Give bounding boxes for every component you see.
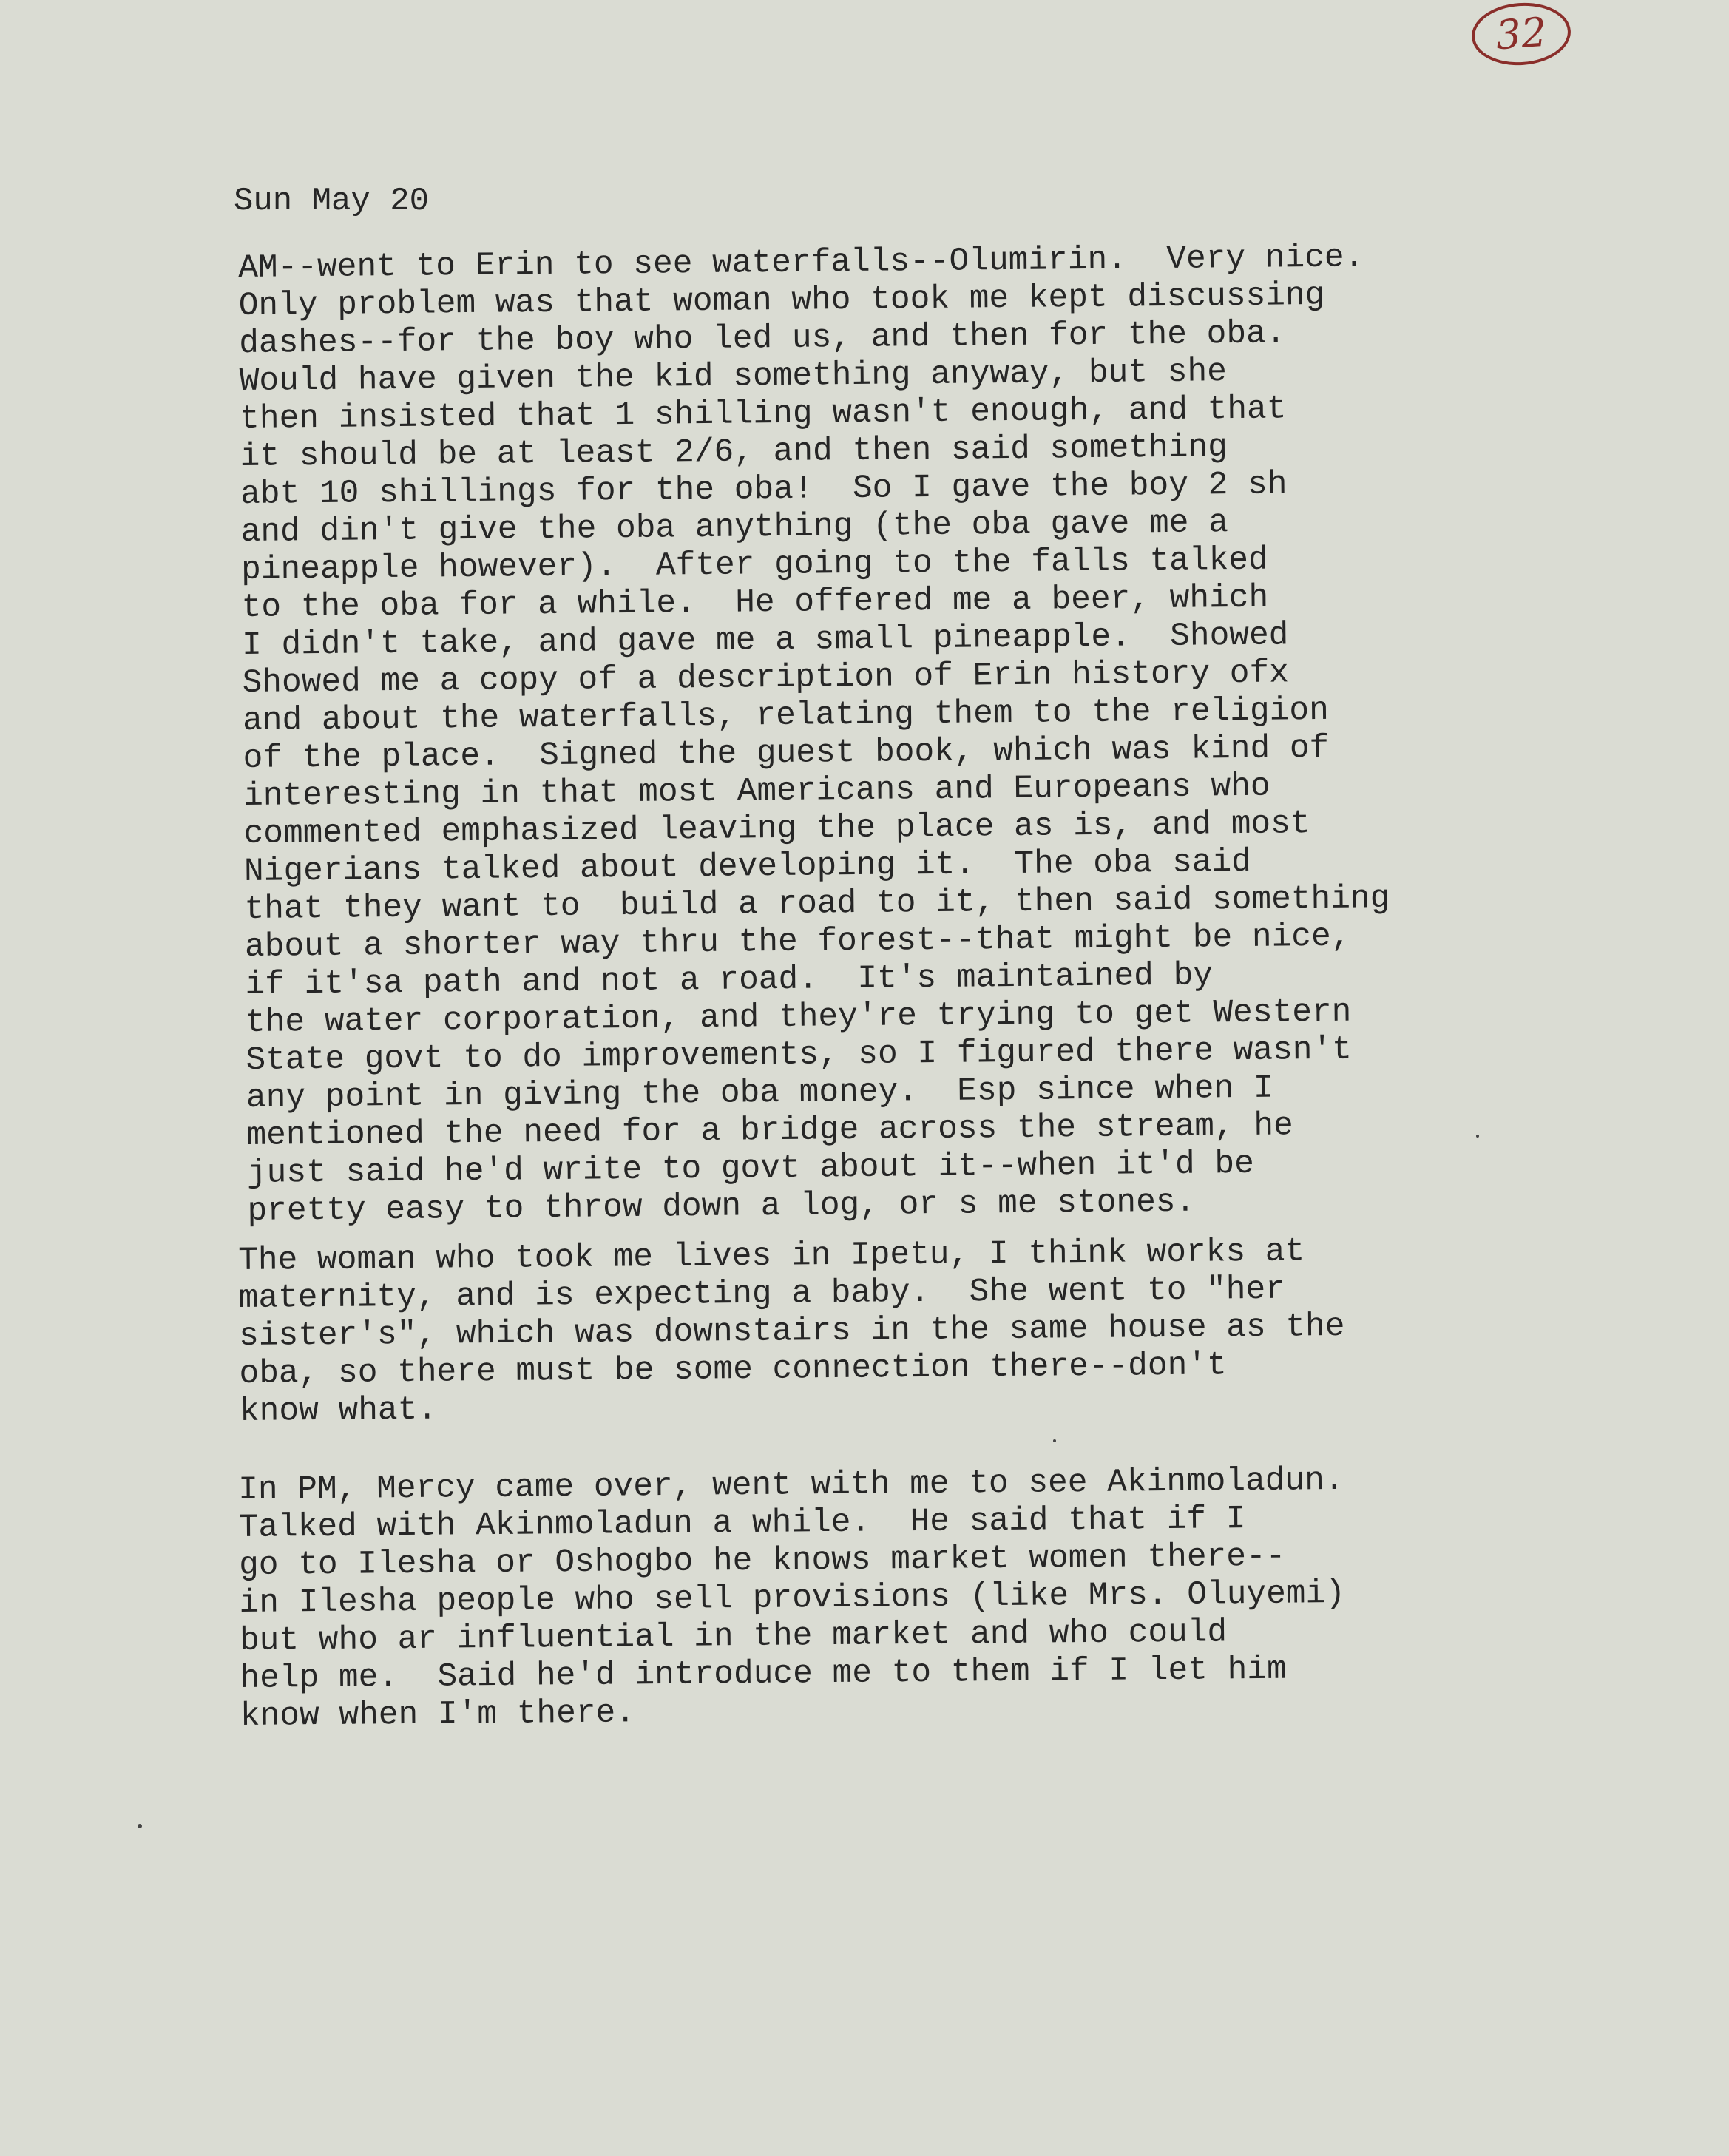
text-line: maternity, and is expecting a baby. She went to "her <box>238 1271 1286 1317</box>
paragraph-akinmoladun-visit <box>238 1462 1347 1736</box>
page-number: 32 <box>1494 8 1549 59</box>
entry-date: Sun May 20 <box>234 183 430 220</box>
text-line: Talked with Akinmoladun a while. He said that if I <box>238 1501 1246 1547</box>
text-line: Only problem was that woman who took me kept discussing <box>238 277 1325 325</box>
text-line: The woman who took me lives in Ipetu, I think works at <box>238 1233 1305 1280</box>
text-line: help me. Said he'd introduce me to them if I let him <box>240 1651 1287 1697</box>
text-line: I didn't take, and gave me a small pineapple. Showed <box>241 617 1289 664</box>
text-line: abt 10 shillings for the oba! So I gave the boy 2 sh <box>240 466 1288 513</box>
text-line: but who ar influential in the market and who could <box>239 1614 1228 1660</box>
text-line: Showed me a copy of a description of Erin history ofx <box>242 655 1290 702</box>
paper-speck <box>138 1824 142 1828</box>
paper-speck <box>1476 1135 1479 1138</box>
paper-speck <box>1053 1439 1056 1442</box>
text-line: then insisted that 1 shilling wasn't enough, and that <box>239 391 1287 438</box>
text-line: oba, so there must be some connection there--don't <box>239 1347 1227 1393</box>
text-line: in Ilesha people who sell provisions (like Mrs. Oluyemi) <box>239 1575 1346 1622</box>
text-line: and din't give the oba anything (the oba gave me a <box>240 504 1229 551</box>
text-line: go to Ilesha or Oshogbo he knows market women there-- <box>238 1538 1286 1584</box>
text-line: Would have given the kid something anyway, but she <box>239 354 1228 400</box>
text-line: sister's", which was downstairs in the same house as the <box>238 1308 1345 1355</box>
paragraph-erin-visit <box>238 239 1393 1231</box>
text-line: know what. <box>239 1391 438 1430</box>
text-line: Nigerians talked about developing it. The oba said <box>243 843 1252 891</box>
text-line: State govt to do improvements, so I figured there wasn't <box>246 1031 1353 1079</box>
text-line: mentioned the need for a bridge across the stream, he <box>246 1107 1294 1155</box>
text-line: In PM, Mercy came over, went with me to see Akinmoladun. <box>238 1461 1344 1509</box>
text-line: any point in giving the oba money. Esp since when I <box>246 1069 1273 1117</box>
text-line: it should be at least 2/6, and then said something <box>240 429 1228 476</box>
text-line: interesting in that most Americans and Europeans who <box>243 768 1270 815</box>
text-line: to the oba for a while. He offered me a beer, which <box>241 579 1269 626</box>
text-line: just said he'd write to govt about it--when it'd be <box>246 1145 1255 1192</box>
text-line: know when I'm there. <box>240 1694 636 1735</box>
text-line: of the place. Signed the guest book, which was kind of <box>243 729 1330 777</box>
text-line: AM--went to Erin to see waterfalls--Olumirin. Very nice. <box>238 239 1364 287</box>
page-number-circle <box>1469 0 1573 69</box>
text-line: and about the waterfalls, relating them to the religion <box>242 692 1330 740</box>
text-line: pretty easy to throw down a log, or s me stones. <box>247 1183 1196 1230</box>
text-line: about a shorter way thru the forest--that might be nice, <box>244 918 1351 966</box>
text-line: pineapple however). After going to the falls talked <box>240 541 1268 589</box>
paragraph-woman-guide <box>238 1233 1346 1431</box>
text-line: if it'sa path and not a road. It's maintained by <box>245 957 1214 1004</box>
text-line: commented emphasized leaving the place as is, and most <box>243 805 1310 853</box>
text-line: dashes--for the boy who led us, and then for the oba. <box>238 315 1286 362</box>
text-line: the water corporation, and they're trying to get Western <box>245 993 1352 1041</box>
text-line: that they want to build a road to it, then said something <box>244 880 1390 928</box>
